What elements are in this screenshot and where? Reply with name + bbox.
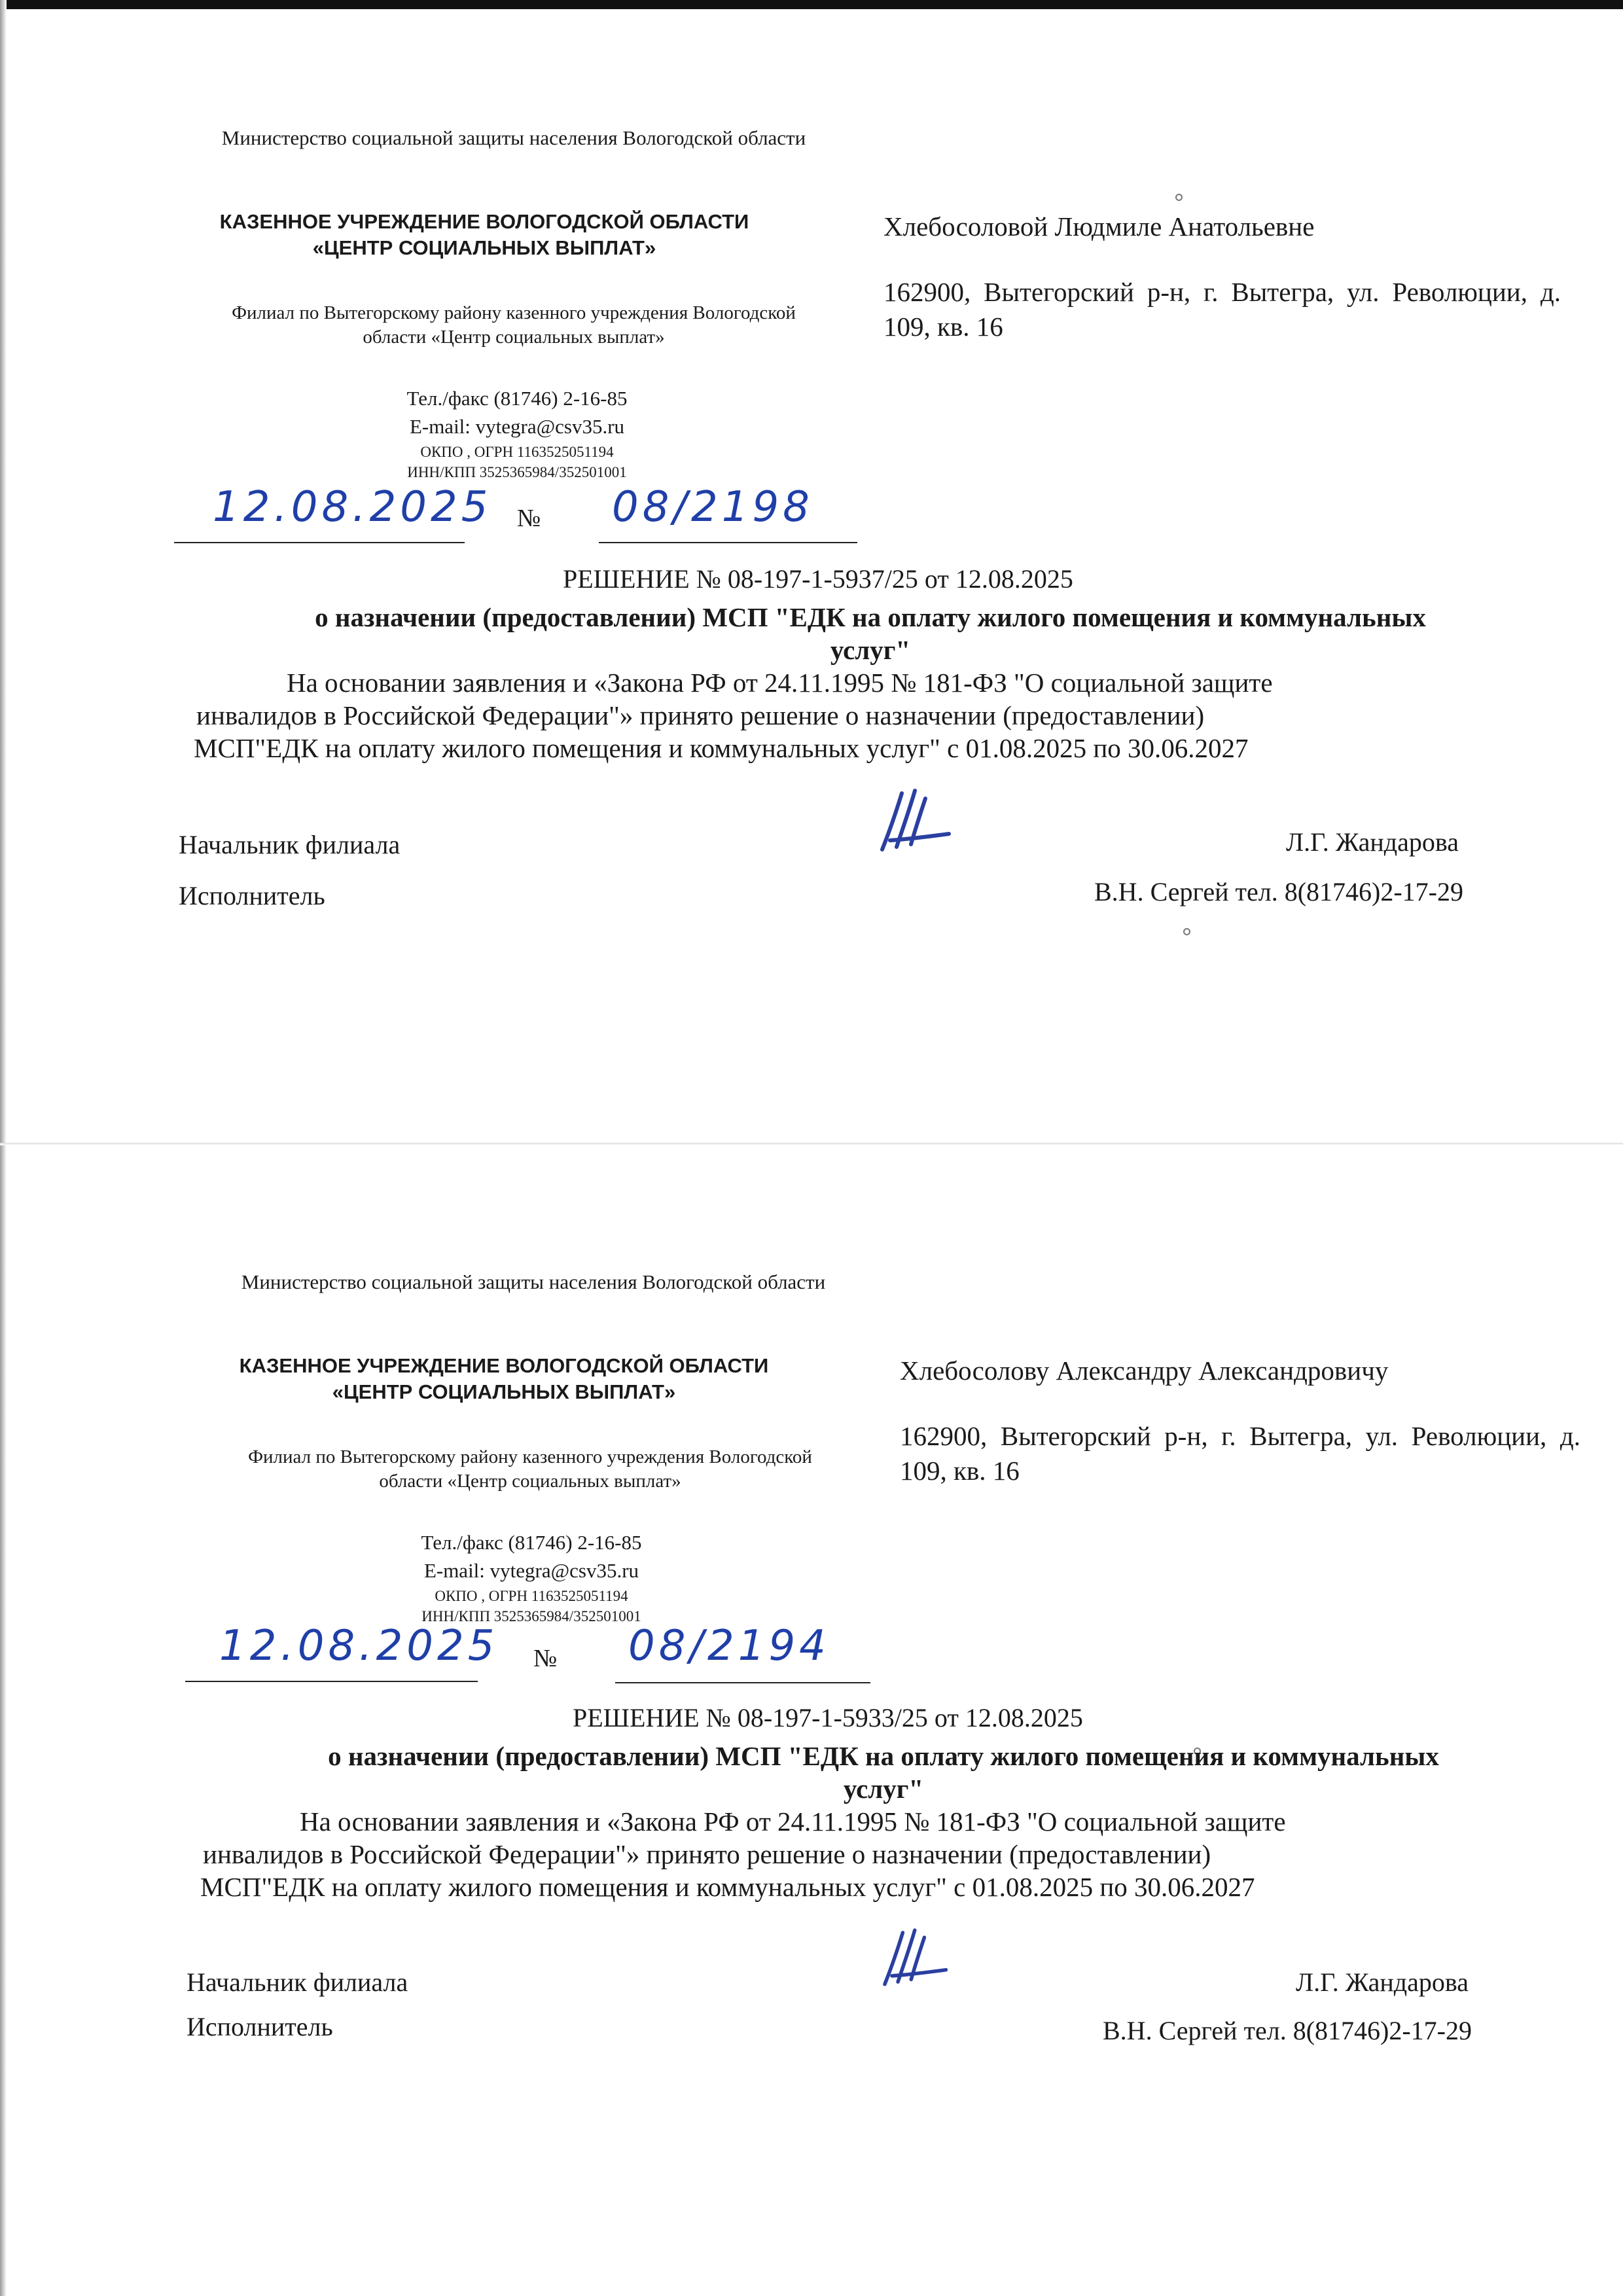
- org-name-line1: КАЗЕННОЕ УЧРЕЖДЕНИЕ ВОЛОГОДСКОЙ ОБЛАСТИ: [219, 210, 749, 233]
- head-name: Л.Г. Жандарова: [1286, 827, 1459, 857]
- inn-kpp: ИНН/КПП 3525365984/352501001: [407, 464, 627, 480]
- phone-fax: Тел./факс (81746) 2-16-85: [406, 387, 628, 410]
- executor-title: Исполнитель: [179, 881, 325, 910]
- date-underline: [174, 542, 465, 543]
- number-sign: №: [533, 1645, 558, 1672]
- number-underline: [599, 542, 857, 543]
- head-title: Начальник филиала: [187, 1967, 408, 1997]
- recipient-name: Хлебосоловой Людмиле Анатольевне: [883, 211, 1315, 242]
- letter-2: [0, 1145, 1623, 2284]
- phone-fax: Тел./факс (81746) 2-16-85: [421, 1531, 642, 1554]
- email: E-mail: vytegra@csv35.ru: [423, 1559, 639, 1582]
- decision-subject-line1: о назначении (предоставлении) МСП "ЕДК на оплату жилого помещения и коммунальных: [315, 602, 1426, 632]
- head-title: Начальник филиала: [179, 830, 401, 859]
- recipient-name: Хлебосолову Александру Александровичу: [900, 1355, 1389, 1386]
- decision-subject-line2: услуг": [830, 635, 911, 665]
- basis-line2: инвалидов в Российской Федерации"» принято решение о назначении (предоставлении): [203, 1839, 1211, 1869]
- handwritten-outgoing-number: 08/2198: [612, 483, 813, 531]
- executor-name-phone: В.Н. Сергей тел. 8(81746)2-17-29: [1103, 2016, 1472, 2045]
- ministry-name: Министерство социальной защиты населения Вологодской области: [241, 1270, 826, 1293]
- handwritten-date: 12.08.2025: [219, 1622, 499, 1670]
- email: E-mail: vytegra@csv35.ru: [409, 415, 625, 438]
- head-name: Л.Г. Жандарова: [1296, 1967, 1469, 1997]
- executor-title: Исполнитель: [187, 2012, 333, 2041]
- number-underline: [615, 1682, 870, 1683]
- okpo-ogrn: ОКПО , ОГРН 1163525051194: [435, 1588, 628, 1604]
- number-sign: №: [517, 505, 541, 532]
- org-name-line1: КАЗЕННОЕ УЧРЕЖДЕНИЕ ВОЛОГОДСКОЙ ОБЛАСТИ: [239, 1354, 769, 1377]
- head-signature: [870, 784, 955, 863]
- basis-line1: На основании заявления и «Закона РФ от 24.11.1995 № 181-ФЗ "О социальной защите: [287, 668, 1273, 698]
- okpo-ogrn: ОКПО , ОГРН 1163525051194: [420, 444, 614, 460]
- decision-number: РЕШЕНИЕ № 08-197-1-5937/25 от 12.08.2025: [563, 564, 1073, 594]
- ministry-name: Министерство социальной защиты населения Вологодской области: [221, 126, 806, 149]
- basis-line3: МСП"ЕДК на оплату жилого помещения и коммунальных услуг" с 01.08.2025 по 30.06.2027: [194, 733, 1249, 763]
- decision-number: РЕШЕНИЕ № 08-197-1-5933/25 от 12.08.2025: [573, 1703, 1083, 1732]
- inn-kpp: ИНН/КПП 3525365984/352501001: [421, 1608, 641, 1624]
- decision-subject-line1: о назначении (предоставлении) МСП "ЕДК на оплату жилого помещения и коммунальных: [328, 1741, 1439, 1771]
- basis-line1: На основании заявления и «Закона РФ от 24.11.1995 № 181-ФЗ "О социальной защите: [300, 1806, 1286, 1837]
- handwritten-date: 12.08.2025: [213, 483, 492, 531]
- handwritten-outgoing-number: 08/2194: [628, 1622, 830, 1670]
- branch-name: Филиал по Вытегорскому району казенного учреждения Вологодской области «Центр социальных выплат»: [232, 302, 796, 348]
- org-name-line2: «ЦЕНТР СОЦИАЛЬНЫХ ВЫПЛАТ»: [332, 1380, 676, 1403]
- executor-name-phone: В.Н. Сергей тел. 8(81746)2-17-29: [1094, 877, 1464, 906]
- branch-name: Филиал по Вытегорскому району казенного учреждения Вологодской области «Центр социальных выплат»: [248, 1446, 812, 1492]
- recipient-address: 162900, Вытегорский р-н, г. Вытегра, ул. Революции, д. 109, кв. 16: [883, 277, 1561, 342]
- recipient-address: 162900, Вытегорский р-н, г. Вытегра, ул. Революции, д. 109, кв. 16: [900, 1421, 1580, 1486]
- org-name-line2: «ЦЕНТР СОЦИАЛЬНЫХ ВЫПЛАТ»: [312, 236, 656, 259]
- date-underline: [185, 1681, 478, 1682]
- basis-line3: МСП"ЕДК на оплату жилого помещения и коммунальных услуг" с 01.08.2025 по 30.06.2027: [200, 1872, 1255, 1902]
- letter-1: [0, 0, 1623, 1139]
- decision-subject-line2: услуг": [843, 1774, 924, 1804]
- basis-line2: инвалидов в Российской Федерации"» принято решение о назначении (предоставлении): [196, 700, 1205, 730]
- head-signature: [874, 1924, 952, 1996]
